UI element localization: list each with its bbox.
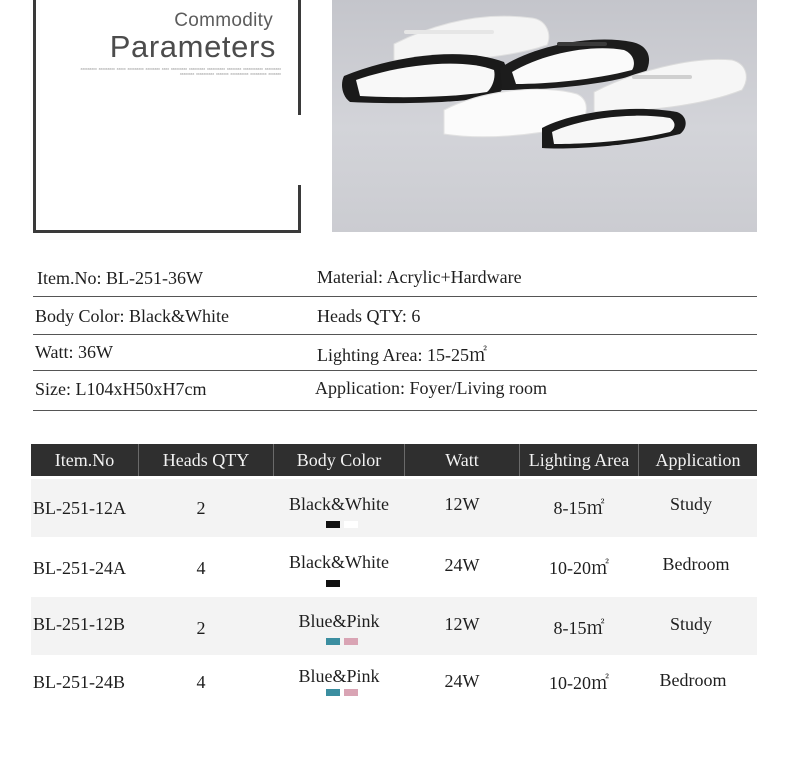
- cell-item-no: BL-251-12A: [33, 498, 126, 518]
- spec-row: [33, 297, 757, 335]
- cell-application: Bedroom: [662, 554, 730, 574]
- color-swatch: [326, 638, 340, 645]
- spec-row: [33, 371, 757, 411]
- cell-body-color: Blue&Pink: [298, 611, 380, 631]
- product-photo: [332, 0, 757, 232]
- column-header-heads-qty: Heads QTY: [162, 450, 250, 470]
- spec-application: Application: Foyer/Living room: [315, 378, 547, 398]
- spec-material: Material: Acrylic+Hardware: [317, 267, 522, 287]
- cell-heads-qty: 2: [196, 498, 206, 518]
- cell-application: Study: [669, 614, 712, 634]
- table-row: [31, 655, 757, 713]
- spec-row: [33, 262, 757, 297]
- cell-watt: 24W: [444, 671, 480, 691]
- cell-application: Study: [669, 494, 712, 514]
- color-swatch: [326, 521, 340, 528]
- cell-heads-qty: 4: [196, 558, 206, 578]
- cell-item-no: BL-251-24A: [33, 558, 126, 578]
- cell-watt: 12W: [444, 494, 480, 514]
- page-title: Parameters: [109, 29, 276, 64]
- table-row: [31, 479, 757, 537]
- cell-heads-qty: 2: [196, 618, 206, 638]
- cell-application: Bedroom: [659, 670, 727, 690]
- color-swatch: [344, 580, 358, 587]
- cell-lighting-area: 8-15㎡: [553, 618, 605, 638]
- fine-print: XXXXXXXXX XXXXXXXXX XXXXX XXXXXXXXX XXXXXXXX XXXX XXXXXXXXX XXXXXXXXX XXXXXXXXXX XXXXXXXX XXXXXXXXXXX XXXXXXXXX XXXXXXXX XXXXXXXXXX XXXXXXX XXXXXXXXXX XXXXXXXXX XXXXXXX: [80, 67, 281, 76]
- spec-heads-qty: Heads QTY: 6: [317, 306, 421, 326]
- spec-lighting-area: Lighting Area: 15-25㎡: [317, 345, 487, 365]
- color-swatch: [326, 580, 340, 587]
- spec-size: Size: L104xH50xH7cm: [35, 379, 207, 399]
- cell-body-color: Black&White: [289, 552, 389, 572]
- cell-item-no: BL-251-24B: [33, 672, 125, 692]
- table-row: [31, 597, 757, 655]
- spec-item-no: Item.No: BL-251-36W: [37, 268, 203, 288]
- table-row: [31, 538, 757, 596]
- column-header-watt: Watt: [445, 450, 479, 470]
- column-header-item-no: Item.No: [54, 450, 115, 470]
- cell-body-color: Black&White: [289, 494, 389, 514]
- column-header-body-color: Body Color: [296, 450, 382, 470]
- frame-divider: [298, 185, 301, 233]
- color-swatch: [344, 521, 358, 528]
- cell-watt: 24W: [444, 555, 480, 575]
- color-swatch: [344, 689, 358, 696]
- spec-watt: Watt: 36W: [35, 342, 114, 362]
- cell-lighting-area: 10-20㎡: [549, 673, 609, 693]
- cell-lighting-area: 10-20㎡: [549, 558, 609, 578]
- table-header: [31, 444, 757, 476]
- cell-item-no: BL-251-12B: [33, 614, 125, 634]
- cell-watt: 12W: [444, 614, 480, 634]
- spec-body-color: Body Color: Black&White: [35, 306, 229, 326]
- column-header-application: Application: [655, 450, 741, 470]
- cell-heads-qty: 4: [196, 672, 206, 692]
- color-swatch: [326, 689, 340, 696]
- heading-subtitle: Commodity: [174, 10, 273, 31]
- cell-lighting-area: 8-15㎡: [553, 498, 605, 518]
- column-header-lighting-area: Lighting Area: [528, 450, 630, 470]
- cell-body-color: Blue&Pink: [298, 666, 380, 686]
- frame-divider: [298, 0, 301, 115]
- spec-row: [33, 335, 757, 371]
- color-swatch: [344, 638, 358, 645]
